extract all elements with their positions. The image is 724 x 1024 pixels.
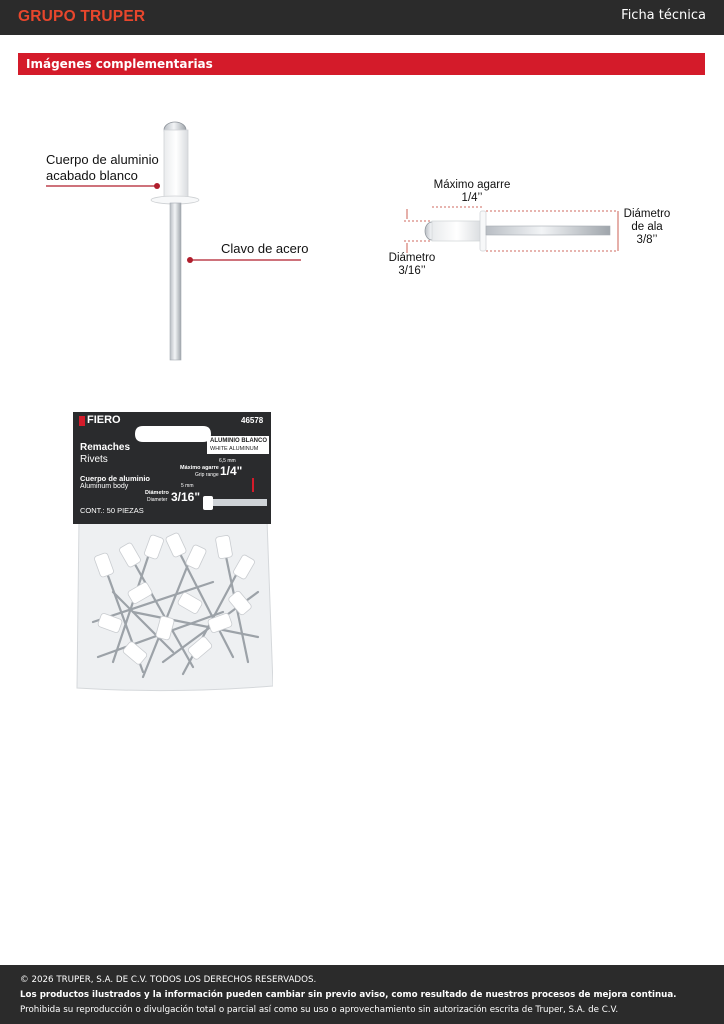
grip-range-label-line1: Máximo agarre (433, 179, 511, 191)
package-title-en: Rivets (80, 454, 108, 465)
flange-diameter-label (620, 208, 674, 247)
rivet-parts-figure (0, 100, 330, 380)
package-finish-es: ALUMINIO BLANCO (210, 438, 267, 444)
footer-notice: Los productos ilustrados y la información pueden cambiar sin previo aviso, como resultado de nuestros procesos de mejora continua. (20, 990, 677, 1000)
package-grip-value: 1/4" (220, 464, 243, 478)
package-grip-label-en: Grip range (195, 472, 219, 478)
flange-diameter-value: 3/8’’ (636, 234, 658, 246)
package-dia-label-es: Diámetro (145, 490, 169, 496)
section-header (18, 53, 705, 75)
flange-diameter-label-line2: de ala (631, 221, 663, 233)
package-contents: CONT.: 50 PIEZAS (80, 506, 144, 515)
document-type: Ficha técnica (621, 8, 706, 23)
steel-nail (170, 203, 181, 360)
package-body-en: Aluminum body (80, 483, 129, 490)
package-grip-mm: 6,5 mm (219, 458, 236, 464)
package-grip-label-es: Máximo agarre (180, 465, 219, 471)
package-photo (73, 412, 273, 692)
flange-diameter-label-line1: Diámetro (623, 208, 671, 220)
footer (0, 965, 724, 1024)
callout-aluminum-body-line1: Cuerpo de aluminio (46, 152, 159, 167)
body-diameter-value: 3/16’’ (398, 265, 426, 277)
callout-aluminum-body-line2: acabado blanco (46, 168, 138, 183)
callout-aluminum-body (46, 152, 159, 184)
package-title-es: Remaches (80, 442, 131, 453)
footer-copyright: © 2026 TRUPER, S.A. DE C.V. TODOS LOS DERECHOS RESERVADOS. (20, 975, 317, 985)
top-bar (0, 0, 724, 35)
package-code: 46578 (241, 416, 264, 425)
package-dia-mm: 5 mm (181, 483, 194, 489)
package-body-es: Cuerpo de aluminio (80, 474, 151, 483)
package-brand: FIERO (87, 414, 121, 426)
package-dia-label-en: Diameter (147, 497, 168, 503)
package-finish-en: WHITE ALUMINUM (210, 446, 259, 452)
section-title: Imágenes complementarias (26, 57, 213, 71)
grip-range-label (430, 179, 514, 205)
footer-prohibition: Prohibida su reproducción o divulgación total o parcial así como su uso o aprovechamiento sin autorización escrita de Truper, S.A. de C.V. (20, 1005, 619, 1015)
brand-logo: GRUPO TRUPER (18, 8, 146, 25)
grip-range-value: 1/4’’ (461, 192, 483, 204)
body-diameter-label-line1: Diámetro (388, 252, 436, 264)
callout-steel-nail: Clavo de acero (221, 241, 309, 256)
body-diameter-label (384, 252, 440, 278)
rivet-body (164, 130, 188, 198)
package-dia-value: 3/16" (171, 490, 201, 504)
